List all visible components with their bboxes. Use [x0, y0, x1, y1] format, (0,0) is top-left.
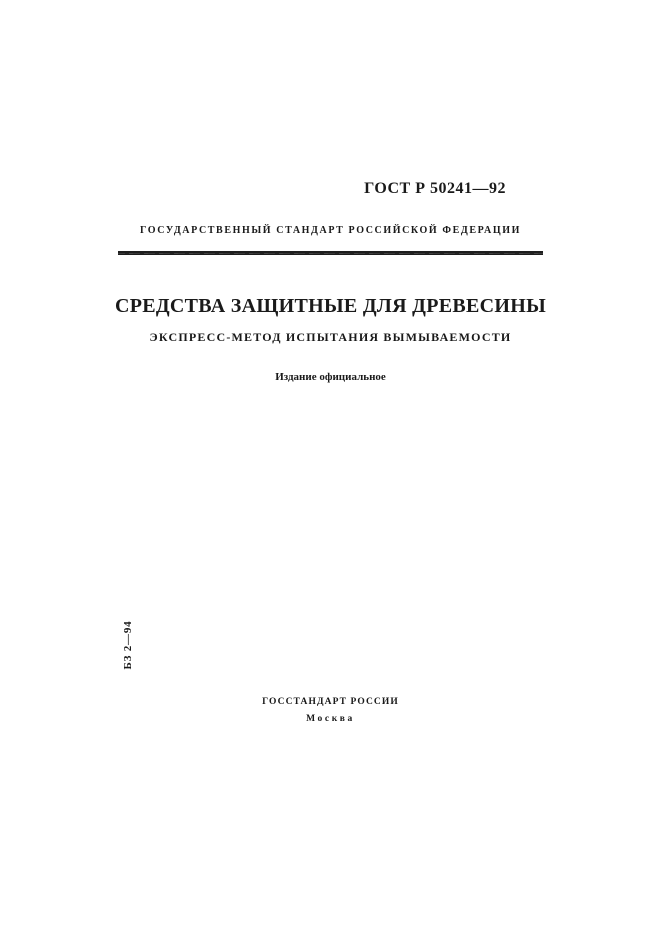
edition-note: Издание официальное: [275, 371, 386, 383]
header-divider-texture: [118, 253, 543, 254]
publication-city: Москва: [306, 714, 355, 724]
standard-type-heading: ГОСУДАРСТВЕННЫЙ СТАНДАРТ РОССИЙСКОЙ ФЕДЕРАЦИИ: [140, 225, 521, 236]
document-subtitle: ЭКСПРЕСС-МЕТОД ИСПЫТАНИЯ ВЫМЫВАЕМОСТИ: [149, 330, 512, 344]
document-title: СРЕДСТВА ЗАЩИТНЫЕ ДЛЯ ДРЕВЕСИНЫ: [114, 295, 547, 317]
side-code: БЗ 2—94: [122, 620, 134, 670]
gost-number: ГОСТ Р 50241—92: [364, 180, 506, 197]
publisher: ГОССТАНДАРТ РОССИИ: [262, 697, 399, 707]
